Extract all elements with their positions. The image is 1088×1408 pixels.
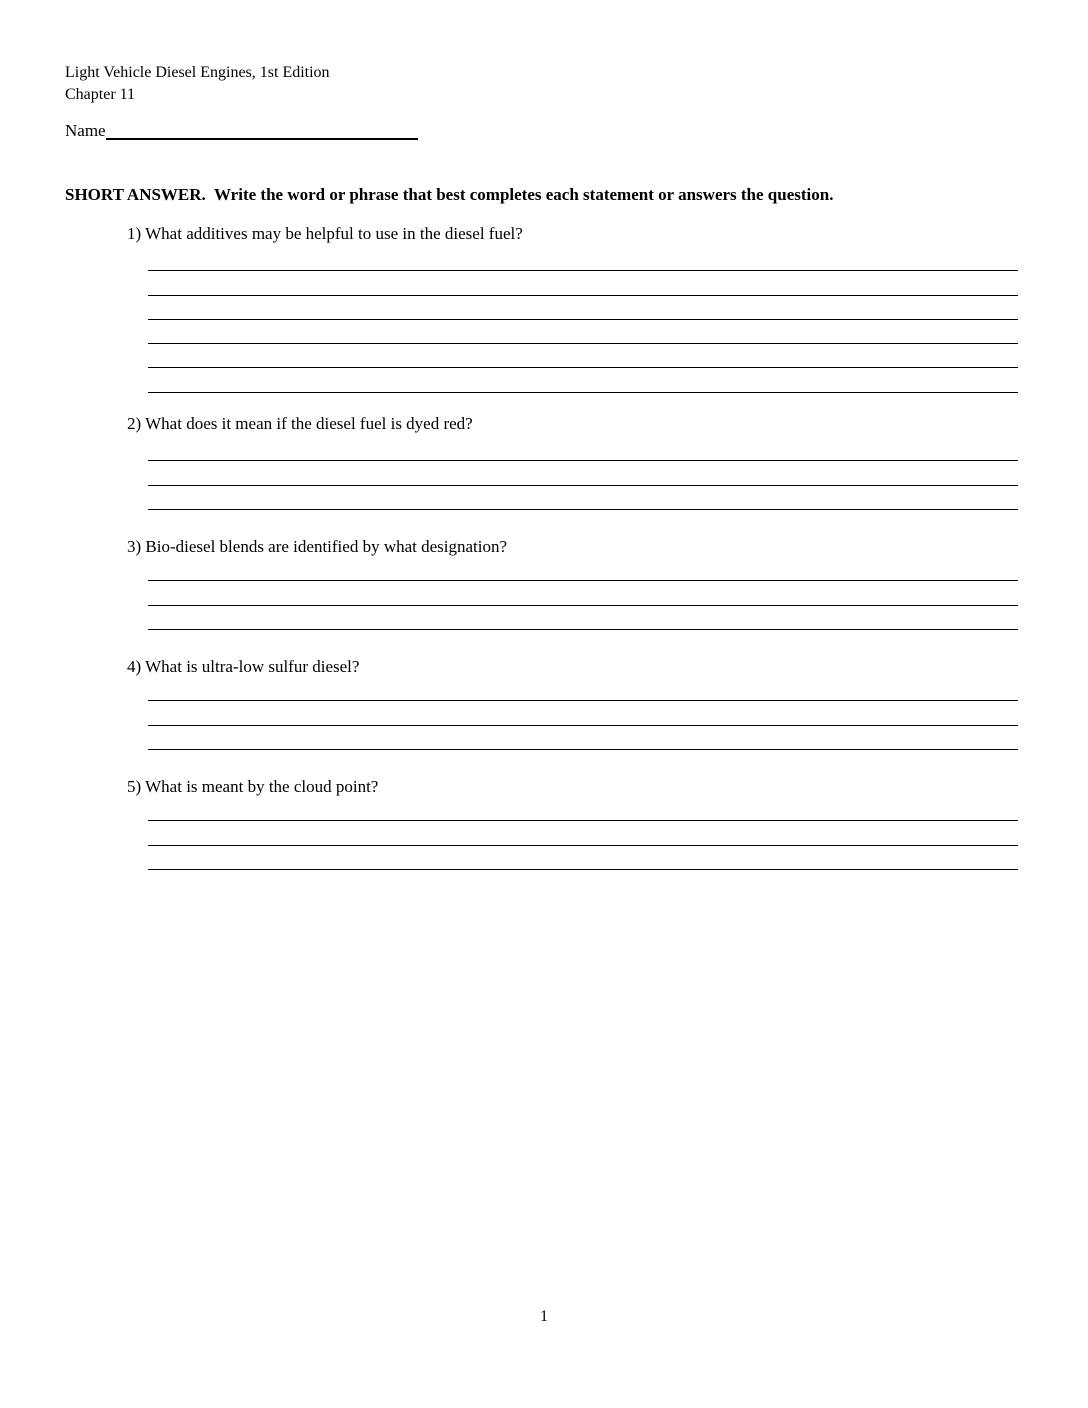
question-text: What does it mean if the diesel fuel is dyed red?: [145, 414, 473, 433]
name-label: Name: [65, 121, 106, 140]
document-header: [65, 62, 330, 106]
question-text: What additives may be helpful to use in the diesel fuel?: [145, 224, 523, 243]
answer-line[interactable]: [148, 726, 1018, 750]
answer-line[interactable]: [148, 797, 1018, 821]
answer-line[interactable]: [148, 677, 1018, 701]
question-5-answer-lines: [148, 797, 1018, 870]
answer-line[interactable]: [148, 606, 1018, 630]
answer-line[interactable]: [148, 437, 1018, 461]
name-field: [65, 120, 418, 140]
question-number: 5): [127, 777, 142, 796]
chapter-subtitle: Chapter 11: [65, 86, 136, 103]
question-number: 4): [127, 657, 142, 676]
document-title: Light Vehicle Diesel Engines, 1st Edition: [65, 64, 330, 81]
question-3-label: [127, 537, 507, 557]
question-4-label: [127, 657, 359, 677]
question-4-answer-lines: [148, 677, 1018, 750]
answer-line[interactable]: [148, 368, 1018, 392]
question-number: 2): [127, 414, 142, 433]
answer-line[interactable]: [148, 581, 1018, 605]
question-text: Bio-diesel blends are identified by what designation?: [145, 537, 508, 556]
question-number: 3): [127, 537, 142, 556]
answer-line[interactable]: [148, 461, 1018, 485]
answer-line[interactable]: [148, 557, 1018, 581]
answer-line[interactable]: [148, 486, 1018, 510]
question-number: 1): [127, 224, 142, 243]
answer-line[interactable]: [148, 344, 1018, 368]
answer-line[interactable]: [148, 846, 1018, 870]
answer-line[interactable]: [148, 320, 1018, 344]
question-1-label: [127, 224, 523, 244]
answer-line[interactable]: [148, 247, 1018, 271]
page-number: 1: [540, 1308, 548, 1325]
name-input-line[interactable]: [106, 120, 418, 140]
answer-line[interactable]: [148, 296, 1018, 320]
answer-line[interactable]: [148, 821, 1018, 845]
question-text: What is meant by the cloud point?: [145, 777, 379, 796]
question-5-label: [127, 777, 378, 797]
question-text: What is ultra-low sulfur diesel?: [145, 657, 360, 676]
question-3-answer-lines: [148, 557, 1018, 630]
question-2-answer-lines: [148, 437, 1018, 510]
section-heading: SHORT ANSWER. Write the word or phrase that best completes each statement or answers the question.: [65, 185, 834, 204]
answer-line[interactable]: [148, 701, 1018, 725]
question-2-label: [127, 414, 473, 434]
answer-line[interactable]: [148, 271, 1018, 295]
question-1-answer-lines: [148, 247, 1018, 393]
